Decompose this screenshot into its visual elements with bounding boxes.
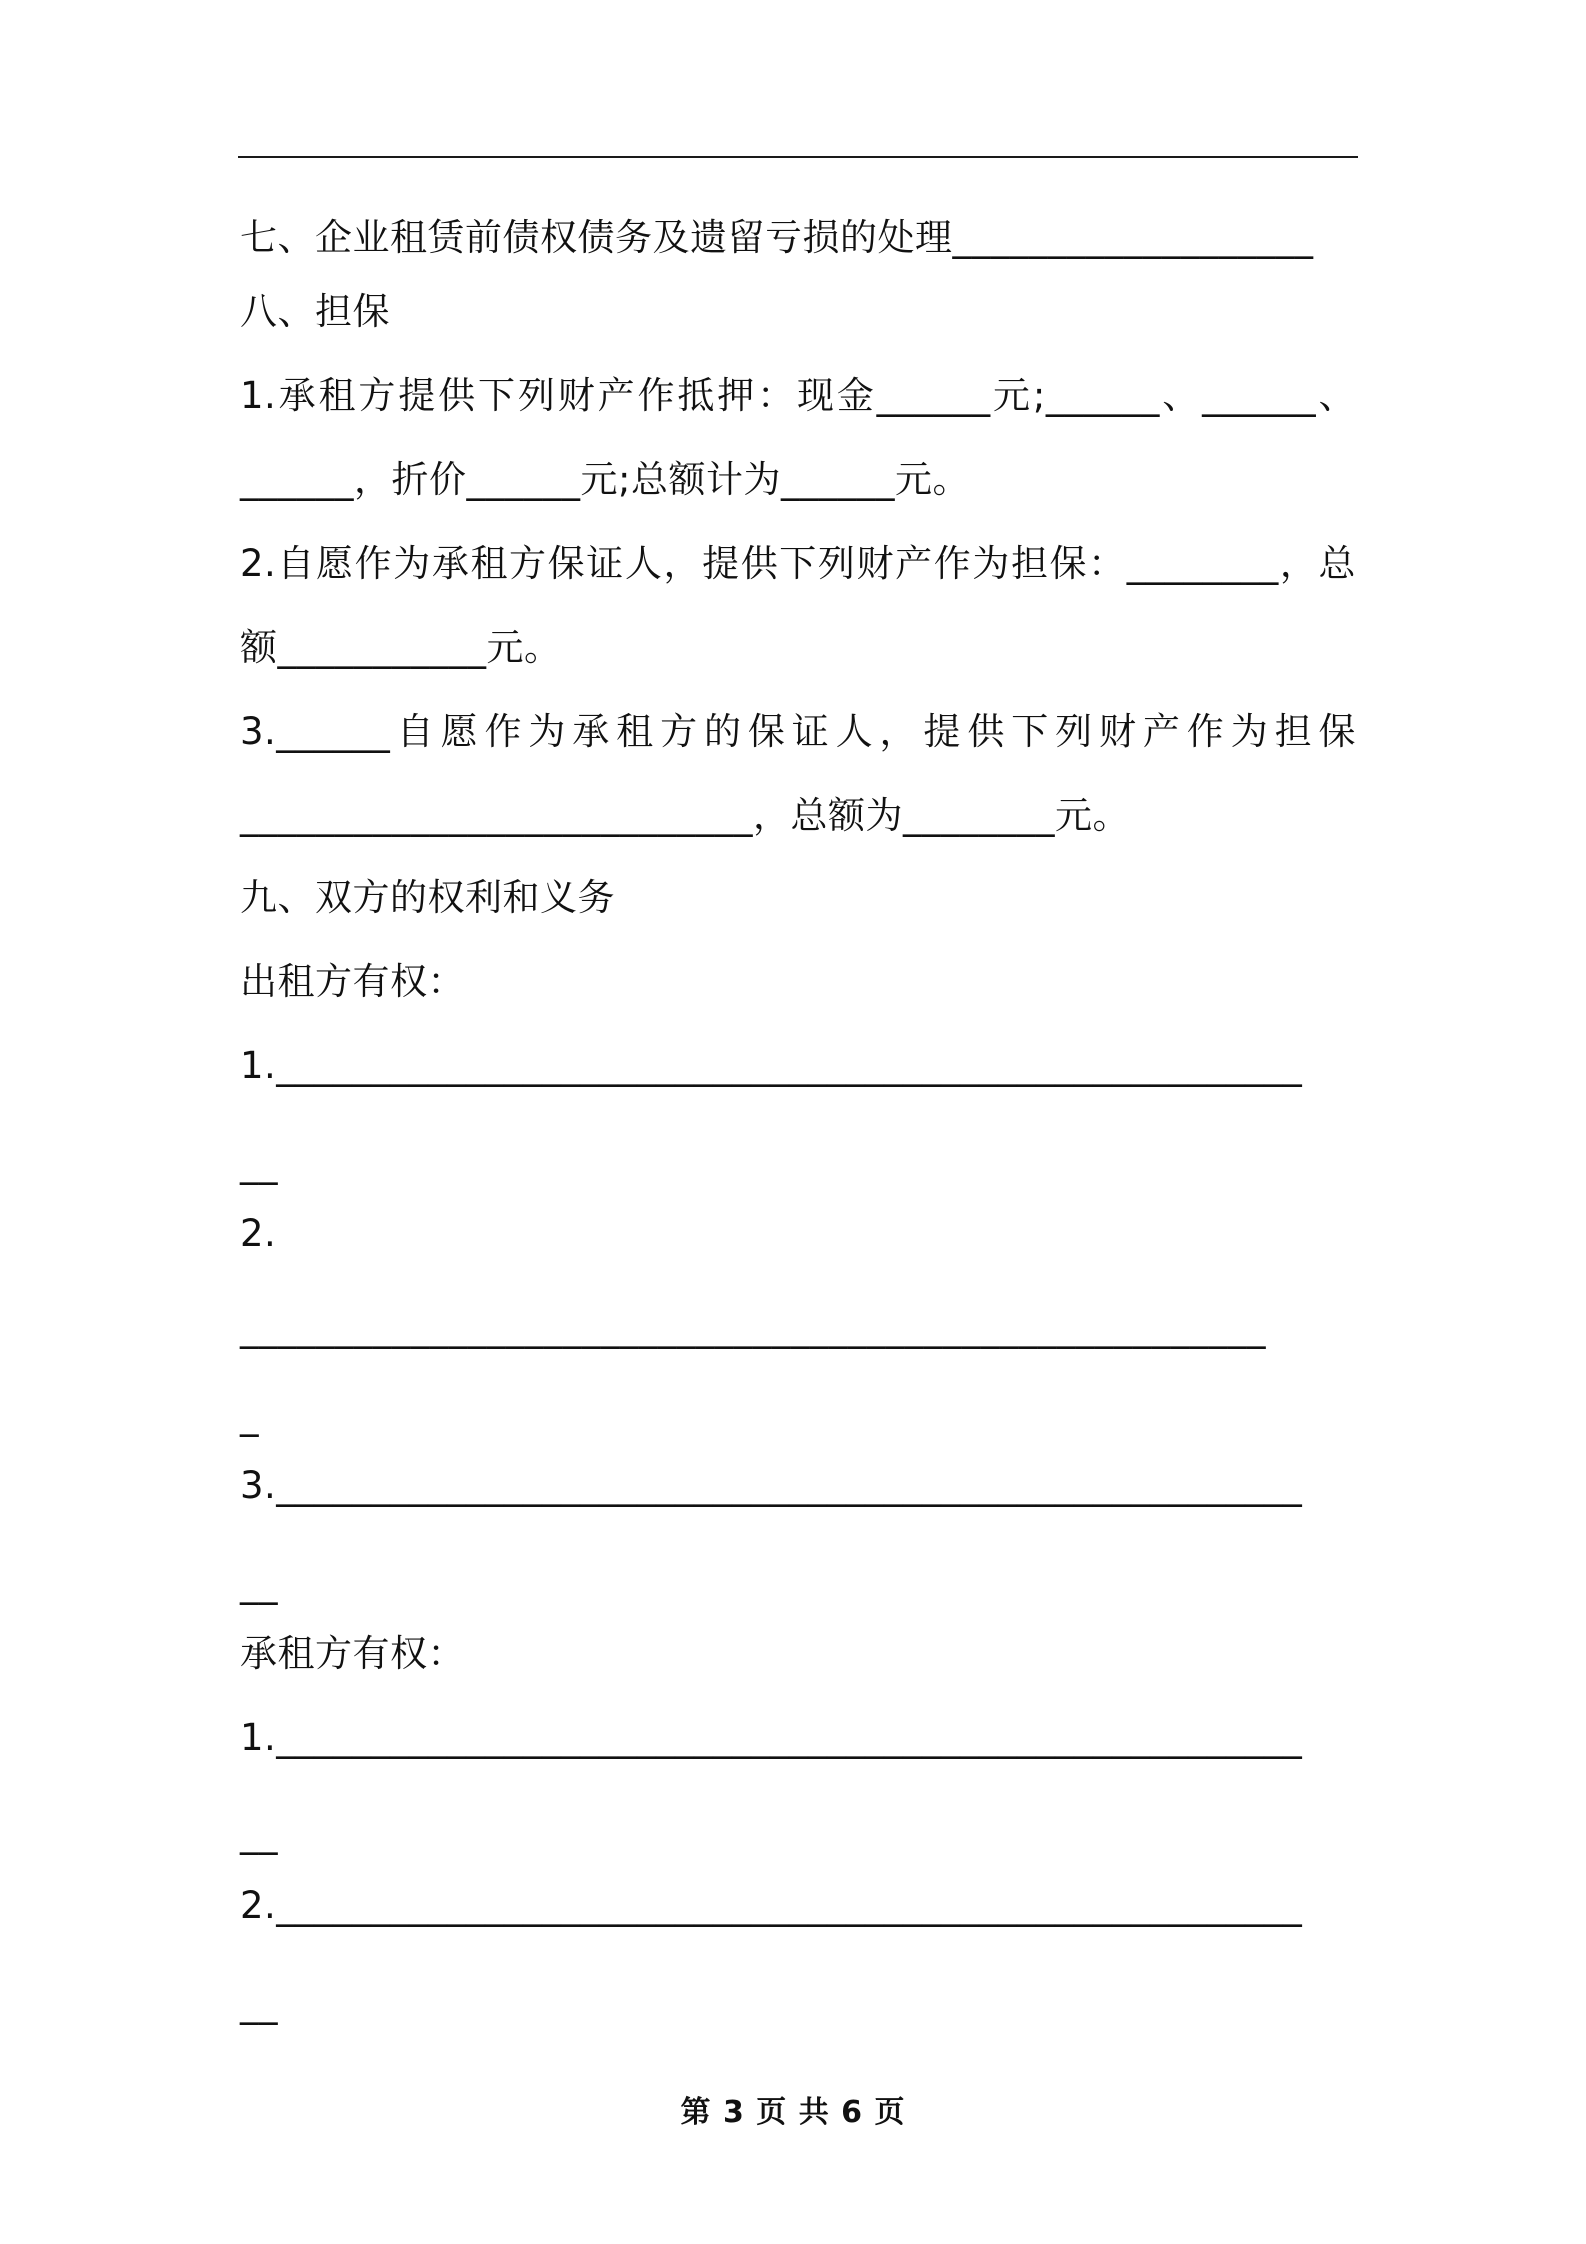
- guarantee-item-3-line-2: ___________________________，总额为________元。: [240, 794, 1130, 837]
- guarantee-item-1-line-2: ______，折价______元;总额计为______元。: [240, 458, 970, 501]
- section-eight-heading: 八、担保: [240, 290, 390, 333]
- guarantee-item-2-line-2: 额___________元。: [240, 626, 562, 669]
- lessor-right-2-continuation: _: [240, 1394, 259, 1437]
- lessee-right-2-continuation: __: [240, 1982, 278, 2025]
- guarantee-item-2-line-1: 2.自愿作为承租方保证人，提供下列财产作为担保：________，总: [240, 542, 1356, 585]
- lessee-rights-heading: 承租方有权：: [240, 1632, 465, 1675]
- guarantee-item-1-line-1: 1.承租方提供下列财产作抵押：现金______元;______、______、: [240, 374, 1356, 417]
- lessee-right-1-line: 1.______________________________________________________: [240, 1716, 1303, 1759]
- lessor-right-3-line: 3.______________________________________________________: [240, 1464, 1303, 1507]
- lessor-right-1-continuation: __: [240, 1142, 278, 1185]
- lessor-right-3-continuation: __: [240, 1562, 278, 1605]
- lessor-right-2-line: ______________________________________________________: [240, 1306, 1266, 1349]
- section-seven-heading: 七、企业租赁前债权债务及遗留亏损的处理___________________: [240, 216, 1314, 259]
- page-number-footer: 第 3 页 共 6 页: [680, 2095, 906, 2130]
- section-nine-heading: 九、双方的权利和义务: [240, 876, 615, 919]
- lessor-rights-heading: 出租方有权：: [240, 960, 465, 1003]
- lessee-right-2-line: 2.______________________________________________________: [240, 1884, 1303, 1927]
- header-rule: [238, 156, 1358, 158]
- lessor-right-2-label: 2.: [240, 1212, 277, 1255]
- lessor-right-1-line: 1.______________________________________________________: [240, 1044, 1303, 1087]
- guarantee-item-3-line-1: 3.______自愿作为承租方的保证人，提供下列财产作为担保: [240, 710, 1356, 753]
- lessee-right-1-continuation: __: [240, 1812, 278, 1855]
